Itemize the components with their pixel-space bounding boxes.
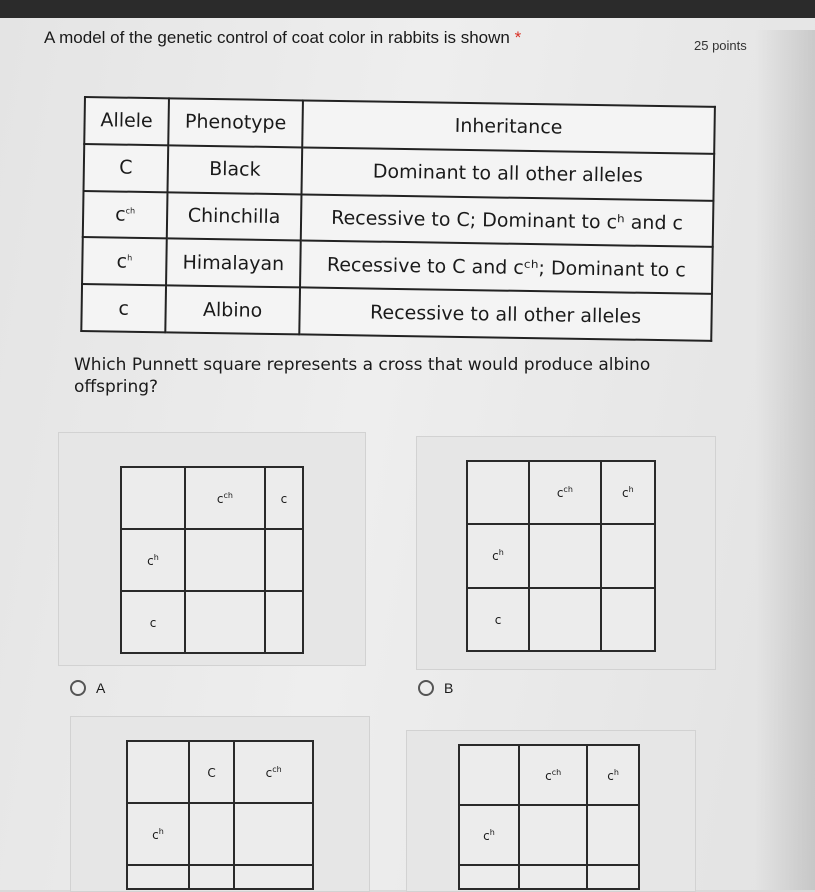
offspring-cell [587, 865, 639, 889]
required-marker: * [515, 28, 522, 47]
corner-cell [459, 745, 519, 805]
allele-cell [81, 284, 166, 332]
header-inheritance: Inheritance [302, 100, 715, 153]
punnett-square-c [126, 740, 314, 890]
header-allele: Allele [84, 97, 169, 145]
allele-symbol: C [119, 157, 133, 179]
allele-symbol: c [116, 250, 127, 272]
side-allele-cell: c [467, 588, 529, 651]
allele-symbol: c [115, 203, 126, 225]
offspring-cell [234, 803, 313, 865]
corner-cell [121, 467, 185, 529]
offspring-cell [601, 588, 655, 651]
option-a-label[interactable]: A [96, 680, 105, 696]
offspring-cell [185, 591, 265, 653]
offspring-cell [601, 524, 655, 587]
offspring-cell [234, 865, 313, 889]
phenotype-cell: Chinchilla [167, 192, 302, 241]
offspring-cell [529, 524, 601, 587]
header-phenotype: Phenotype [168, 98, 303, 147]
offspring-cell [189, 803, 234, 865]
allele-cell [84, 144, 169, 192]
allele-superscript: ch [126, 206, 136, 215]
offspring-cell [587, 805, 639, 865]
offspring-cell [529, 588, 601, 651]
side-allele-cell: c [121, 591, 185, 653]
phenotype-cell: Black [168, 145, 303, 194]
top-allele-cell: $c^h$ [601, 461, 655, 524]
allele-superscript: h [127, 253, 132, 262]
question-title [44, 28, 521, 48]
allele-symbol: c [118, 297, 129, 319]
top-allele-cell: $c^{ch}$ [529, 461, 601, 524]
allele-table [80, 96, 716, 342]
top-allele-cell: $c^{ch}$ [185, 467, 265, 529]
side-allele-cell: $c^h$ [121, 529, 185, 591]
option-b-label[interactable]: B [444, 680, 453, 696]
offspring-cell [265, 529, 303, 591]
points-label: 25 points [694, 38, 747, 53]
offspring-cell [189, 865, 234, 889]
option-a[interactable] [70, 680, 105, 696]
corner-cell [127, 741, 189, 803]
offspring-cell [265, 591, 303, 653]
radio-button-b[interactable] [418, 680, 434, 696]
inheritance-cell: Recessive to C and cᶜʰ; Dominant to c [300, 241, 713, 294]
allele-cell [83, 191, 168, 239]
side-allele-cell: $c^h$ [467, 524, 529, 587]
allele-cell [82, 237, 167, 285]
offspring-cell [519, 865, 587, 889]
punnett-square-b [466, 460, 656, 652]
corner-cell [467, 461, 529, 524]
top-allele-cell: $c^h$ [587, 745, 639, 805]
page-shadow [755, 30, 815, 890]
offspring-cell [185, 529, 265, 591]
question-title-text: A model of the genetic control of coat color in rabbits is shown [44, 28, 510, 47]
top-allele-cell: C [189, 741, 234, 803]
phenotype-cell: Albino [165, 285, 300, 334]
top-allele-cell: $c^{ch}$ [519, 745, 587, 805]
radio-button-a[interactable] [70, 680, 86, 696]
inheritance-cell: Dominant to all other alleles [301, 147, 714, 200]
question-prompt: Which Punnett square represents a cross that would produce albino offspring? [74, 354, 714, 398]
side-allele-cell: $c^h$ [459, 805, 519, 865]
punnett-square-d [458, 744, 640, 890]
top-allele-cell: c [265, 467, 303, 529]
inheritance-cell: Recessive to all other alleles [299, 288, 712, 341]
inheritance-cell: Recessive to C; Dominant to cʰ and c [301, 194, 714, 247]
punnett-square-a [120, 466, 304, 654]
offspring-cell [519, 805, 587, 865]
phenotype-cell: Himalayan [166, 239, 301, 288]
side-allele-cell [459, 865, 519, 889]
top-allele-cell: $c^{ch}$ [234, 741, 313, 803]
allele-row-albino [81, 284, 712, 341]
side-allele-cell [127, 865, 189, 889]
side-allele-cell: $c^h$ [127, 803, 189, 865]
option-b[interactable] [418, 680, 453, 696]
